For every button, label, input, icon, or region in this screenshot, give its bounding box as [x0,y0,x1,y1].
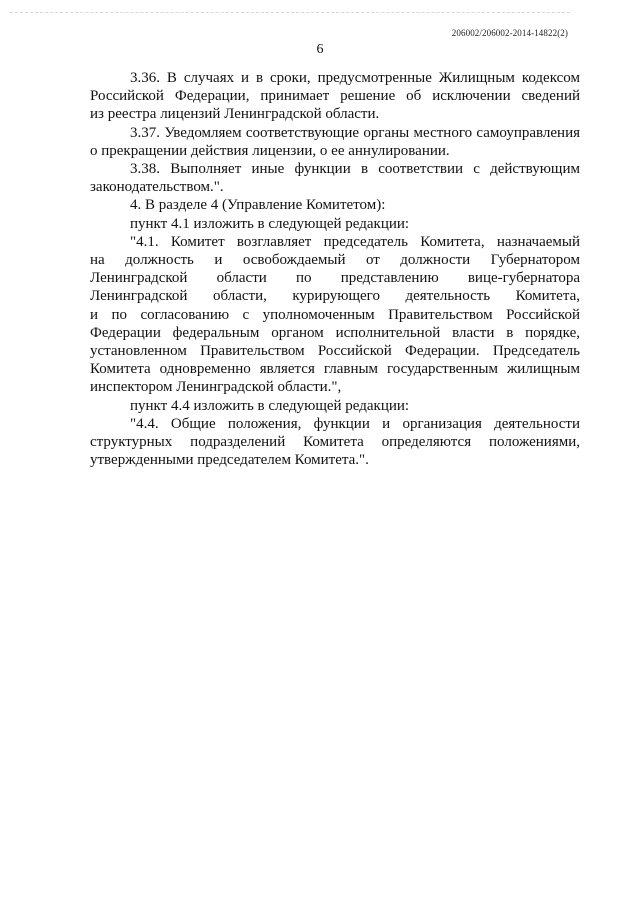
paragraph-3-37-line-2: о прекращении действия лицензии, о ее аннулировании. [90,142,450,159]
quote-4-4 [90,415,580,470]
page-number: 6 [316,42,324,57]
paragraph-3-38 [90,160,580,178]
quote-4-1-line: инспектором Ленинградской области.", [90,379,342,396]
item-4-1-intro [90,215,580,233]
document-body [90,69,580,469]
section-4-heading [90,196,580,214]
paragraph-3-37-end [90,142,580,160]
quote-4-4-line: структурных подразделений Комитета определяются положениями, [90,434,580,451]
document-id: 206002/206002-2014-14822(2) [451,28,568,38]
paragraph-3-36 [90,69,580,87]
quote-4-1-line: Комитета одновременно является главным государственным жилищным [90,361,580,378]
paragraph-3-36-line-2: Российской Федерации, принимает решение об исключении сведений [90,88,580,105]
item-4-4-intro-text: пункт 4.4 изложить в следующей редакции: [130,397,410,414]
quote-4-1-line: Федерации федеральным органом исполнительной власти в порядке, [90,324,580,341]
paragraph-3-37 [90,124,580,142]
quote-4-1-line: установленном Правительством Российской Федерации. Председатель [90,343,580,360]
paragraph-3-37-line-1: 3.37. Уведомляем соответствующие органы местного самоуправления [130,124,580,141]
quote-4-1-line: на должность и освобождаемый от должности Губернатором [90,252,580,269]
section-4-heading-text: 4. В разделе 4 (Управление Комитетом): [130,197,386,214]
quote-4-1-line: Ленинградской области, курирующего деятельность Комитета, [90,288,580,305]
quote-4-1-line: и по согласованию с уполномоченным Правительством Российской [90,306,580,323]
quote-4-1-line: Ленинградской области по представлению вице-губернатора [90,270,580,287]
top-scan-line [10,12,570,13]
paragraph-3-36-end [90,105,580,123]
paragraph-3-36-line-3: из реестра лицензий Ленинградской области. [90,106,380,123]
paragraph-3-36-line-1: 3.36. В случаях и в сроки, предусмотренные Жилищным кодексом [130,70,580,86]
paragraph-3-38-line-2: законодательством.". [90,179,224,196]
paragraph-3-38-end [90,178,580,196]
quote-4-1-line: "4.1. Комитет возглавляет председатель Комитета, назначаемый [130,233,580,250]
paragraph-3-36-cont [90,87,580,105]
quote-4-1 [90,233,580,397]
item-4-1-intro-text: пункт 4.1 изложить в следующей редакции: [130,215,410,232]
quote-4-4-line: утвержденными председателем Комитета.". [90,452,369,469]
quote-4-4-line: "4.4. Общие положения, функции и организация деятельности [130,415,580,432]
item-4-4-intro [90,397,580,415]
paragraph-3-38-line-1: 3.38. Выполняет иные функции в соответствии с действующим [130,161,580,178]
